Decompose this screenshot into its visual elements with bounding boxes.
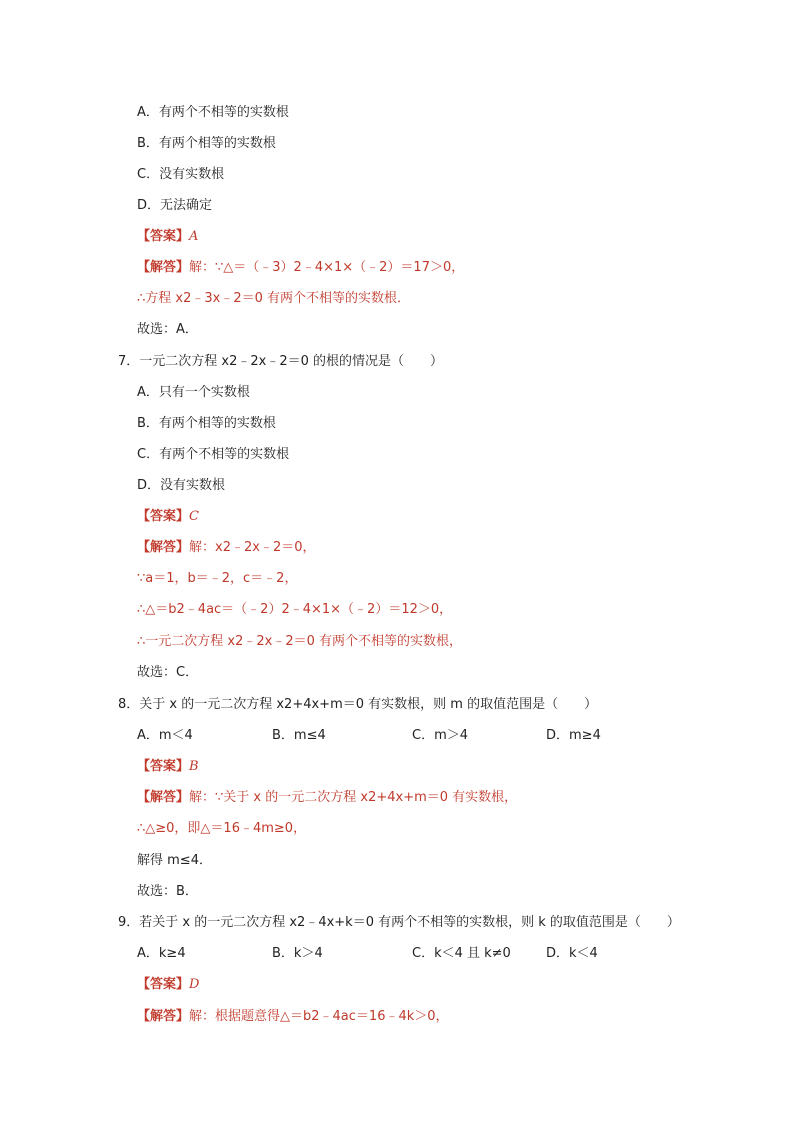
q7-option-b: B．有两个相等的实数根 (137, 416, 276, 431)
q6-choose: 故选：A． (137, 322, 198, 337)
solution-text: 解：x2﹣2x﹣2＝0， (189, 540, 316, 555)
q8-option-a: A．m＜4 (137, 728, 193, 743)
answer-value: D (189, 977, 200, 992)
answer-value: C (189, 509, 199, 524)
answer-label: 【答案】 (137, 229, 190, 244)
q6-option-b: B．有两个相等的实数根 (137, 136, 276, 151)
solution-label: 【解答】 (137, 1009, 190, 1024)
q7-option-a: A．只有一个实数根 (137, 385, 250, 400)
solution-label: 【解答】 (137, 540, 190, 555)
q9-stem: 9．若关于 x 的一元二次方程 x2﹣4x+k＝0 有两个不相等的实数根，则 k 的取值范围是（ ） (118, 915, 680, 930)
q7-solution-line-3: ∴△＝b2﹣4ac＝（﹣2）2﹣4×1×（﹣2）＝12＞0， (137, 602, 453, 617)
solution-text: 解：∵△＝（﹣3）2﹣4×1×（﹣2）＝17＞0， (189, 260, 465, 275)
q9-answer (137, 976, 199, 994)
q6-solution-line-2: ∴方程 x2﹣3x﹣2＝0 有两个不相等的实数根． (137, 291, 411, 306)
q7-option-c: C．有两个不相等的实数根 (137, 447, 290, 462)
q8-solution-line-2: ∴△≥0，即△＝16﹣4m≥0， (137, 821, 307, 836)
answer-label: 【答案】 (137, 509, 190, 524)
q8-option-b: B．m≤4 (272, 728, 326, 743)
q8-answer (137, 758, 199, 776)
q8-option-d: D．m≥4 (546, 728, 601, 743)
q9-solution-line-1 (137, 1008, 449, 1026)
answer-value: B (189, 759, 199, 774)
solution-text: 解：∵关于 x 的一元二次方程 x2+4x+m＝0 有实数根， (189, 790, 518, 805)
q8-stem: 8．关于 x 的一元二次方程 x2+4x+m＝0 有实数根，则 m 的取值范围是（ ） (118, 697, 598, 712)
q7-option-d: D．没有实数根 (137, 478, 226, 493)
q9-option-a: A．k≥4 (137, 946, 186, 961)
answer-label: 【答案】 (137, 977, 190, 992)
q6-option-d: D．无法确定 (137, 198, 213, 213)
q8-solution-line-1 (137, 789, 517, 807)
q7-solution-line-4: ∴一元二次方程 x2﹣2x﹣2＝0 有两个不相等的实数根， (137, 634, 463, 649)
answer-value: A (189, 229, 199, 244)
q7-solution-line-2: ∵a＝1，b＝﹣2，c＝﹣2， (137, 571, 298, 586)
q8-solution-line-3: 解得 m≤4． (137, 853, 212, 868)
q8-choose: 故选：B． (137, 884, 198, 899)
q7-stem: 7．一元二次方程 x2﹣2x﹣2＝0 的根的情况是（ ） (118, 354, 444, 369)
q7-answer (137, 508, 199, 526)
q6-option-a: A．有两个不相等的实数根 (137, 105, 289, 120)
q9-option-b: B．k＞4 (272, 946, 323, 961)
q6-option-c: C．没有实数根 (137, 167, 225, 182)
q6-solution-line-1 (137, 259, 464, 277)
q8-option-c: C．m＞4 (412, 728, 469, 743)
q6-answer (137, 228, 198, 246)
q9-option-c: C．k＜4 且 k≠0 (412, 946, 511, 961)
q7-choose: 故选：C． (137, 665, 199, 680)
q7-solution-line-1 (137, 539, 316, 557)
q9-option-d: D．k＜4 (546, 946, 598, 961)
solution-label: 【解答】 (137, 790, 190, 805)
answer-label: 【答案】 (137, 759, 190, 774)
solution-text: 解：根据题意得△＝b2﹣4ac＝16﹣4k＞0， (189, 1009, 449, 1024)
solution-label: 【解答】 (137, 260, 190, 275)
